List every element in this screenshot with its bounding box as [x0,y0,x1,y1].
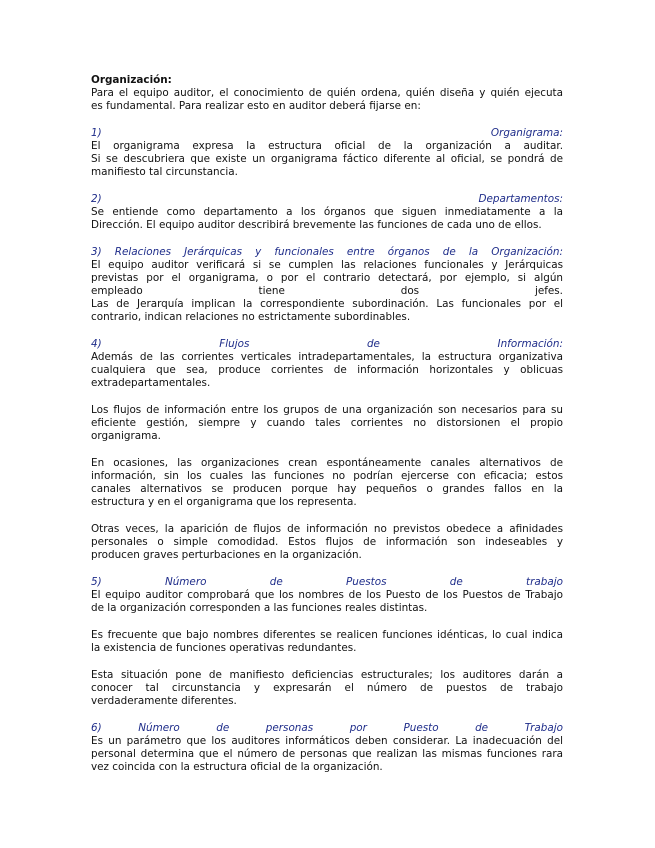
section-4 [91,338,563,562]
text-line: El organigrama expresa la estructura oficial de la organización a auditar. [91,140,563,152]
text-line: es fundamental. Para realizar esto en auditor deberá fijarse en: [91,100,421,112]
paragraph-spacer [91,615,563,629]
text-line: Otras veces, la aparición de flujos de información no previstos obedece a afinidades [91,523,563,535]
paragraph [91,140,563,179]
section-heading [91,722,563,735]
text-line: organigrama. [91,430,161,442]
intro-paragraph [91,87,563,113]
section-2 [91,193,563,232]
paragraph [91,735,563,774]
section-spacer [91,113,563,127]
text-line: vez coincida con la estructura oficial de la organización. [91,761,383,773]
section-heading [91,576,563,589]
text-line: cualquiera que sea, produce corrientes de información horizontales y oblicuas [91,364,563,376]
section-heading [91,127,563,140]
paragraph [91,523,563,562]
text-line: extradepartamentales. [91,377,211,389]
section-spacer [91,179,563,193]
text-line: verdaderamente diferentes. [91,695,237,707]
paragraph [91,206,563,232]
text-line: empleado tiene dos jefes. [91,285,563,297]
section-number: 1) [91,127,102,139]
section-number: 6) [91,722,102,734]
text-line: Si se descubriera que existe un organigrama fáctico diferente al oficial, se pondrá de [91,153,563,165]
section-6 [91,722,563,774]
text-line: Se entiende como departamento a los órganos que siguen inmediatamente a la [91,206,563,218]
section-heading [91,193,563,206]
paragraph-spacer [91,509,563,523]
text-line: Es un parámetro que los auditores informáticos deben considerar. La inadecuación del [91,735,563,747]
paragraph [91,457,563,509]
text-line: personales o simple comodidad. Estos flujos de información son indeseables y [91,536,563,548]
text-line: eficiente gestión, siempre y cuando tales corrientes no distorsionen el propio [91,417,563,429]
paragraph [91,589,563,615]
text-line: Las de Jerarquía implican la correspondiente subordinación. Las funcionales por el [91,298,563,310]
section-3 [91,246,563,324]
section-1 [91,127,563,179]
text-line: Esta situación pone de manifiesto deficiencias estructurales; los auditores darán a [91,669,563,681]
text-line: El equipo auditor comprobará que los nombres de los Puesto de los Puestos de Trabajo [91,589,563,601]
page-title: Organización: [91,74,172,86]
section-title: Relaciones Jerárquicas y funcionales entre órganos de la Organización: [114,246,563,258]
section-number: 2) [91,193,102,205]
text-line: Además de las corrientes verticales intradepartamentales, la estructura organizativa [91,351,563,363]
text-line: conocer tal circunstancia y expresarán el número de puestos de trabajo [91,682,563,694]
document-page [91,74,563,774]
paragraph-spacer [91,443,563,457]
text-line: Es frecuente que bajo nombres diferentes se realicen funciones idénticas, lo cual indica [91,629,563,641]
text-line: canales alternativos se producen porque hay pequeños o grandes fallos en la [91,483,563,495]
paragraph-spacer [91,655,563,669]
section-spacer [91,324,563,338]
paragraph [91,629,563,655]
paragraph [91,404,563,443]
paragraph-spacer [91,390,563,404]
section-number: 3) [91,246,102,258]
section-title: Flujos de Información: [219,338,563,350]
text-line: la existencia de funciones operativas redundantes. [91,642,357,654]
section-spacer [91,232,563,246]
text-line: de la organización corresponden a las funciones reales distintas. [91,602,428,614]
text-line: Para el equipo auditor, el conocimiento de quién ordena, quién diseña y quién ejecuta [91,87,563,99]
section-heading [91,246,563,259]
section-title: Número de Puestos de trabajo [164,576,563,588]
section-title: Número de personas por Puesto de Trabajo [138,722,563,734]
text-line: estructura y en el organigrama que los representa. [91,496,357,508]
text-line: Dirección. El equipo auditor describirá brevemente las funciones de cada uno de ellos. [91,219,542,231]
text-line: contrario, indican relaciones no estrictamente subordinables. [91,311,411,323]
text-line: información, sin los cuales las funciones no podrían ejercerse con eficacia; estos [91,470,563,482]
section-heading [91,338,563,351]
paragraph [91,259,563,324]
text-line: previstas por el organigrama, o por el contrario detectará, por ejemplo, si algún [91,272,563,284]
sections-container [91,113,563,774]
section-spacer [91,708,563,722]
section-title: Organigrama: [490,127,563,139]
section-title: Departamentos: [478,193,563,205]
section-number: 4) [91,338,102,350]
section-number: 5) [91,576,102,588]
text-line: En ocasiones, las organizaciones crean espontáneamente canales alternativos de [91,457,563,469]
section-spacer [91,562,563,576]
text-line: Los flujos de información entre los grupos de una organización son necesarios para su [91,404,563,416]
paragraph [91,669,563,708]
text-line: manifiesto tal circunstancia. [91,166,238,178]
section-5 [91,576,563,708]
text-line: El equipo auditor verificará si se cumplen las relaciones funcionales y Jerárquicas [91,259,563,271]
text-line: personal determina que el número de personas que realizan las mismas funciones rara [91,748,563,760]
paragraph [91,351,563,390]
text-line: producen graves perturbaciones en la organización. [91,549,362,561]
